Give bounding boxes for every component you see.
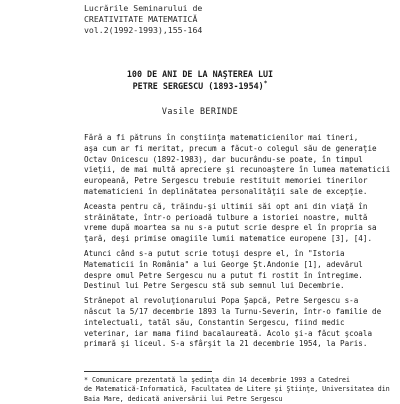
article-body	[84, 133, 400, 350]
text-line: intelectuali, tatăl său, Constantin Sergescu, fiind medic	[84, 317, 345, 327]
journal-header	[84, 3, 202, 36]
paragraph	[84, 296, 400, 350]
text-line: străinătate, într-o perioadă tulbure a istoriei noastre, multă	[84, 212, 368, 222]
text-line: Strănepot al revoluţionarului Popa Şapcă, Petre Sergescu s-a	[84, 296, 359, 306]
text-line: Matematicii în România" a lui George Şt.Andonie [1], adevărul	[84, 259, 363, 269]
journal-header-line: Lucrările Seminarului de	[84, 3, 203, 13]
journal-header-line: vol.2(1992-1993),155-164	[84, 25, 203, 35]
text-line: despre omul Petre Sergescu nu a putut fi rostit în întregime.	[84, 270, 363, 280]
text-line: Octav Onicescu (1892-1983), dar bucurându-se poate, în timpul	[84, 154, 363, 164]
journal-header-line: CREATIVITATE MATEMATICĂ	[84, 14, 198, 24]
paragraph	[84, 249, 400, 292]
text-line: veterinar, iar mama fiind bacalaureată. Acolo şi-a făcut şcoala	[84, 328, 373, 338]
footnote-line: Baia Mare, dedicată aniversării lui Petre Sergescu	[84, 394, 283, 403]
footnote-divider	[84, 371, 212, 372]
text-line: aşa cum ar fi meritat, precum a făcut-o colegul său de generaţie	[84, 143, 377, 153]
text-line: matematicieni în deplinătatea personalităţii sale de excepţie.	[84, 186, 368, 196]
title-line-2	[0, 80, 400, 92]
author-name: Vasile BERINDE	[161, 106, 239, 116]
text-line: Fără a fi pătruns în conştiinţa matematicienilor mai tineri,	[84, 133, 359, 142]
text-line: vreme după moartea sa nu s-a putut scrie despre el în propria sa	[84, 223, 377, 233]
paragraph	[84, 133, 400, 198]
text-line: Atunci când s-a putut scrie totuşi despre el, în "Istoria	[84, 248, 345, 258]
text-line: Aceasta pentru că, trăindu-şi ultimii săi opt ani din viaţă în	[84, 201, 368, 211]
title-line-1: 100 DE ANI DE LA NAŞTEREA LUI	[126, 69, 274, 79]
text-line: născut la 5/17 decembrie 1893 la Turnu-Severin, într-o familie de	[84, 306, 382, 316]
text-line: europeană, Petre Sergescu trebuie restituit memoriei tinerilor	[84, 176, 368, 186]
article-title	[0, 68, 400, 92]
footnote-line: de Matematică-Informatică, Facultatea de Litere şi Ştiinţe, Universitatea din	[84, 385, 390, 394]
title-line-2-text: PETRE SERGESCU (1893-1954)	[132, 81, 264, 91]
title-footnote-marker[interactable]: *	[263, 80, 268, 88]
text-line: primară şi liceul. S-a sfârşit la 21 decembrie 1954, la Paris.	[84, 339, 368, 349]
text-line: vieţii, de mai multă apreciere şi recunoaştere în lumea matematicii	[84, 165, 391, 175]
footnote-line: * Comunicare prezentată la şedinţa din 14 decembrie 1993 a Catedrei	[84, 376, 350, 384]
paragraph	[84, 202, 400, 245]
text-line: Destinul lui Petre Sergescu stă sub semnul lui Decembrie.	[84, 281, 345, 291]
text-line: ţară, deşi primise omagiile lumii matematice europene [3], [4].	[84, 234, 373, 244]
